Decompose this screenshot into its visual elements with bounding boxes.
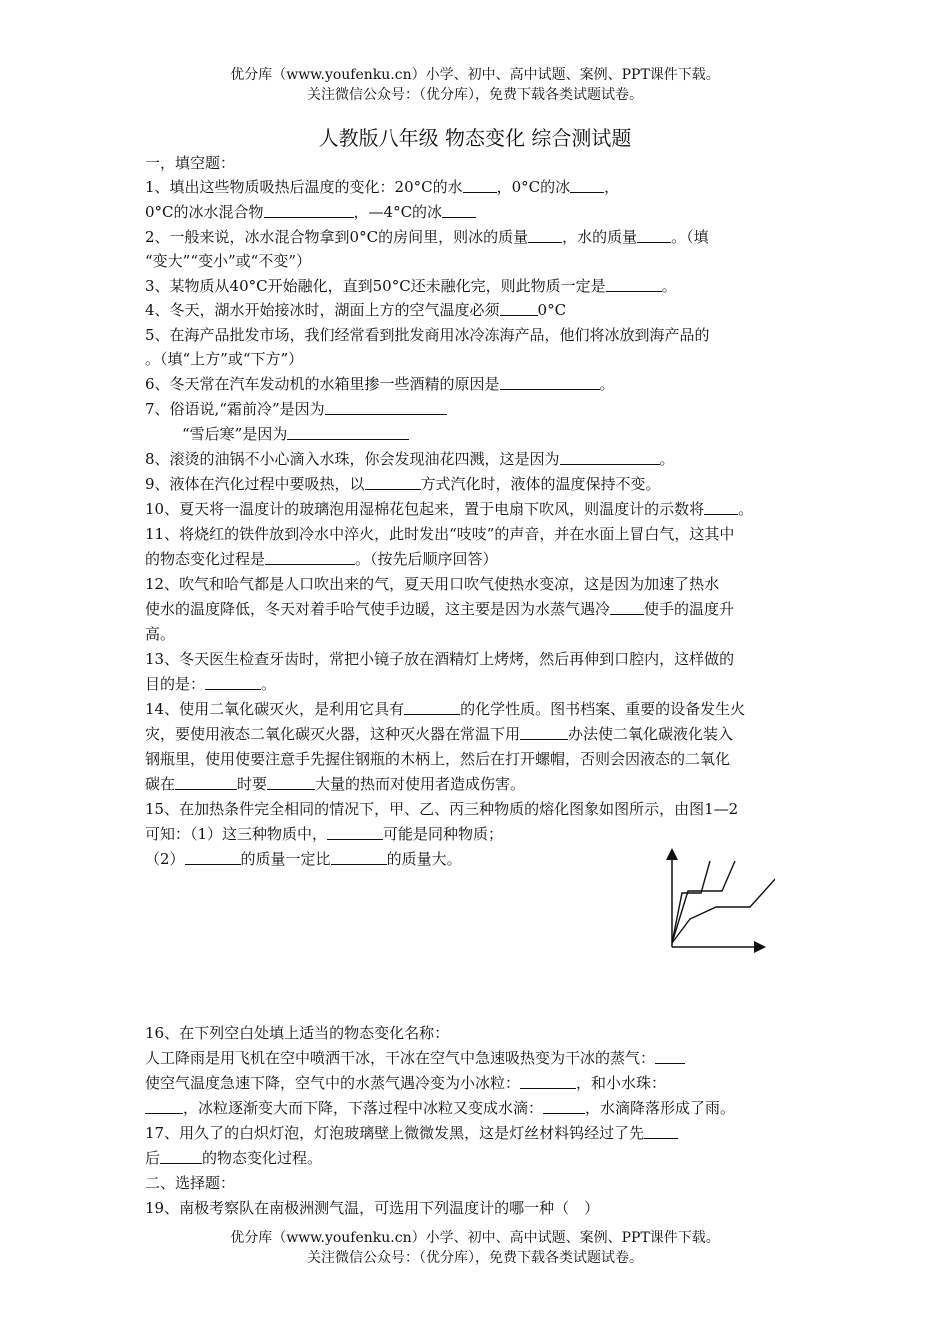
question-15-cont: 可知：（1）这三种物质中， 可能是同种物质； [145,825,504,843]
question-17-cont: 后 的物态变化过程。 [145,1149,323,1167]
question-13-cont: 目的是： 。 [145,675,277,693]
question-12-end: 高。 [145,625,176,643]
question-15: 15、在加热条件完全相同的情况下，甲、乙、丙三种物质的熔化图象如图所示，由图1—2 [145,800,739,818]
footer-line-1: 优分库（www.youfenku.cn）小学、初中、高中试题、案例、PPT课件下载。 [230,1230,720,1246]
question-12-cont: 使水的温度降低，冬天对着手哈气使手边暖，这主要是因为水蒸气遇冷 使手的温度升 [145,600,735,618]
question-19: 19、南极考察队在南极洲测气温，可选用下列温度计的哪一种（ ） [145,1199,600,1217]
question-10: 10、夏天将一温度计的玻璃泡用湿棉花包起来，置于电扇下吹风，则温度计的示数将 。 [145,500,754,518]
question-7-cont: “雪后寒”是因为 [182,422,852,446]
question-14: 14、使用二氧化碳灭火，是利用它具有 的化学性质。图书档案、重要的设备发生火 [145,700,746,718]
question-1-cont: 0°C的冰水混合物 ，—4°C的冰 [145,200,815,224]
question-16-cont-3: ，冰粒逐渐变大而下降，下落过程中冰粒又变成水滴： ，水滴降落形成了雨。 [145,1096,815,1120]
question-12: 12、吹气和哈气都是人口吹出来的气，夏天用口吹气使热水变凉，这是因为加速了热水 [145,575,720,593]
question-8: 8、滚烫的油锅不小心滴入水珠，你会发现油花四溅，这是因为 。 [145,450,675,468]
footer-line-2: 关注微信公众号：（优分库），免费下载各类试题试卷。 [307,1250,643,1266]
question-14-cont-3: 碳在 时要 大量的热而对使用者造成伤害。 [145,775,526,793]
question-16-cont-2: 使空气温度急速下降，空气中的水蒸气遇冷变为小冰粒： ，和小水珠： [145,1074,667,1092]
question-16-cont-1: 人工降雨是用飞机在空中喷洒干冰，干冰在空气中急速吸热变为干冰的蒸气： [145,1046,815,1070]
question-5-cont: 。（填“上方”或“下方”） [145,350,304,368]
header-line-1: 优分库（www.youfenku.cn）小学、初中、高中试题、案例、PPT课件下载。 [230,67,720,83]
question-13: 13、冬天医生检查牙齿时，常把小镜子放在酒精灯上烤烤，然后再伸到口腔内，这样做的 [145,650,735,668]
melting-graph [655,845,775,957]
question-9: 9、液体在汽化过程中要吸热，以 方式汽化时，液体的温度保持不变。 [145,475,661,493]
section-choice-heading: 二、选择题： [145,1174,236,1192]
question-5: 5、在海产品批发市场，我们经常看到批发商用冰冷冻海产品，他们将冰放到海产品的 [145,326,710,344]
question-4: 4、冬天，湖水开始接冰时，湖面上方的空气温度必须 0°C [145,301,567,319]
header-line-2: 关注微信公众号：（优分库），免费下载各类试题试卷。 [307,87,643,103]
question-7: 7、俗语说,“霜前冷”是因为 [145,397,815,421]
section-fill-heading: 一，填空题： [145,154,236,172]
question-16: 16、在下列空白处填上适当的物态变化名称： [145,1024,450,1042]
question-14-cont-2: 钢瓶里，使用使要注意手先握住钢瓶的木柄上，然后在打开螺帽，否则会因液态的二氧化 [145,750,731,768]
page-title: 人教版八年级 物态变化 综合测试题 [318,126,632,150]
question-11: 11、将烧红的铁件放到冷水中淬火，此时发出“吱吱”的声音，并在水面上冒白气，这其中 [145,525,735,543]
question-15-cont-2: （2） 的质量一定比 的质量大。 [145,850,462,868]
question-2-cont: “变大”“变小”或“不变”） [145,252,312,270]
question-14-cont-1: 灾，要使用液态二氧化碳灭火器，这种灭火器在常温下用 办法使二氧化碳液化装入 [145,725,734,743]
graph-curve-1 [672,861,710,943]
question-6: 6、冬天常在汽车发动机的水箱里掺一些酒精的原因是 。 [145,375,615,393]
question-11-cont: 的物态变化过程是 。（按先后顺序回答） [145,550,498,568]
question-3: 3、某物质从40°C开始融化，直到50°C还未融化完，则此物质一定是 。 [145,277,677,295]
question-17: 17、用久了的白炽灯泡，灯泡玻璃壁上微微发黑，这是灯丝材料钨经过了先 [145,1121,815,1145]
question-2: 2、一般来说，冰水混合物拿到0°C的房间里，则冰的质量 ，水的质量 。（填 [145,228,709,246]
question-1: 1、填出这些物质吸热后温度的变化：20°C的水 ，0°C的冰 ， [145,178,620,196]
